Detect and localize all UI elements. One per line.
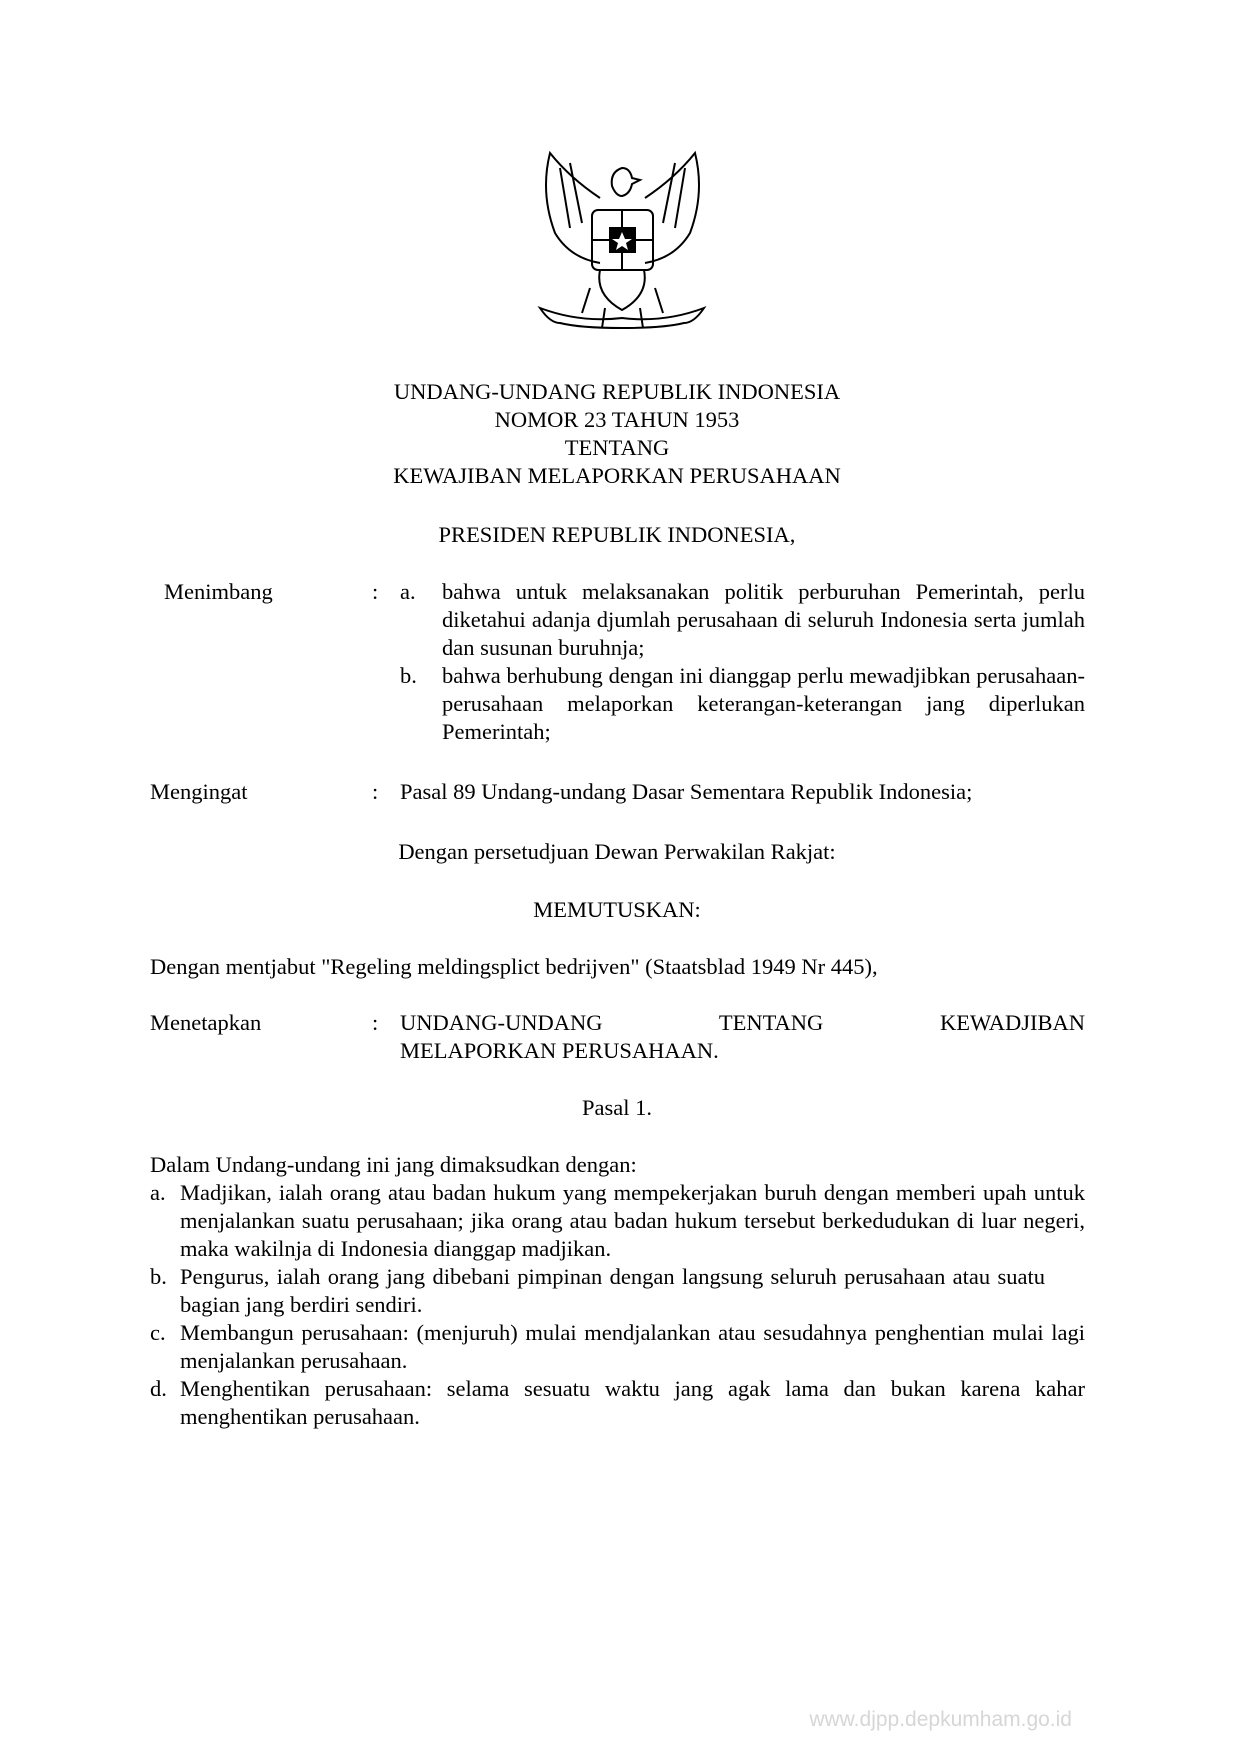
item-letter: d. [150, 1376, 167, 1401]
definition-item [150, 1179, 1085, 1263]
menimbang-item-a: bahwa untuk melaksanakan politik perburuhan Pemerintah, perlu diketahui adanja djumlah perusahaan di seluruh Indonesia serta jumlah dan susunan buruhnja; [442, 579, 1085, 660]
memutuskan-heading: MEMUTUSKAN: [533, 897, 701, 922]
law-title [0, 378, 1234, 490]
definition-text: Menghentikan perusahaan: selama sesuatu waktu jang agak lama dan bukan karena kahar menghentikan perusahaan. [180, 1376, 1085, 1429]
menetapkan-text [400, 1009, 1085, 1065]
mengingat-text: Pasal 89 Undang-undang Dasar Sementara Republik Indonesia; [400, 779, 973, 804]
menimbang-label: Menimbang [164, 579, 273, 604]
item-letter: a. [400, 579, 416, 604]
colon: : [372, 579, 379, 604]
menetapkan-line: UNDANG-UNDANG TENTANG KEWADJIBAN [400, 1010, 1085, 1035]
item-letter: c. [150, 1320, 166, 1345]
garuda-emblem [530, 148, 715, 348]
title-line: KEWAJIBAN MELAPORKAN PERUSAHAAN [393, 463, 841, 488]
item-letter: b. [400, 663, 417, 688]
definition-item [150, 1319, 1085, 1375]
definition-text: Madjikan, ialah orang atau badan hukum yang mempekerjakan buruh dengan memberi upah untuk menjalankan suatu perusahaan; jika orang atau badan hukum tersebut berkedudukan di luar negeri, maka wakilnja di Indonesia dianggap madjikan. [180, 1180, 1085, 1261]
item-letter: b. [150, 1264, 167, 1289]
definition-item [150, 1375, 1085, 1431]
title-line: NOMOR 23 TAHUN 1953 [494, 407, 740, 432]
menimbang-section [150, 578, 1085, 748]
colon: : [372, 779, 379, 804]
menetapkan-label: Menetapkan [150, 1010, 262, 1035]
menimbang-item-b: bahwa berhubung dengan ini dianggap perlu mewadjibkan perusahaan-perusahaan melaporkan keterangan-keterangan jang diperlukan Pemerintah; [442, 663, 1085, 744]
item-letter: a. [150, 1180, 166, 1205]
pasal-intro: Dalam Undang-undang ini jang dimaksudkan dengan: [150, 1152, 637, 1177]
colon: : [372, 1010, 379, 1035]
definition-text: Membangun perusahaan: (menjuruh) mulai mendjalankan atau sesudahnya penghentian mulai lagi menjalankan perusahaan. [180, 1320, 1085, 1373]
definition-text: Pengurus, ialah orang jang dibebani pimpinan dengan langsung seluruh perusahaan atau suatu bagian jang berdiri sendiri. [180, 1264, 1045, 1317]
pasal-1-body [150, 1151, 1085, 1431]
mentjabut-text: Dengan mentjabut "Regeling meldingsplict bedrijven" (Staatsblad 1949 Nr 445), [150, 954, 878, 979]
pasal-heading: Pasal 1. [582, 1095, 652, 1120]
mengingat-label: Mengingat [150, 779, 248, 804]
president-heading: PRESIDEN REPUBLIK INDONESIA, [438, 522, 796, 547]
definition-item [150, 1263, 1085, 1319]
menetapkan-section [150, 1009, 1085, 1065]
persetudjuan: Dengan persetudjuan Dewan Perwakilan Rakjat: [398, 839, 836, 864]
menetapkan-line: MELAPORKAN PERUSAHAAN. [400, 1038, 719, 1063]
title-line: UNDANG-UNDANG REPUBLIK INDONESIA [393, 379, 841, 404]
watermark: www.djpp.depkumham.go.id [809, 1708, 1072, 1731]
title-line: TENTANG [564, 435, 670, 460]
